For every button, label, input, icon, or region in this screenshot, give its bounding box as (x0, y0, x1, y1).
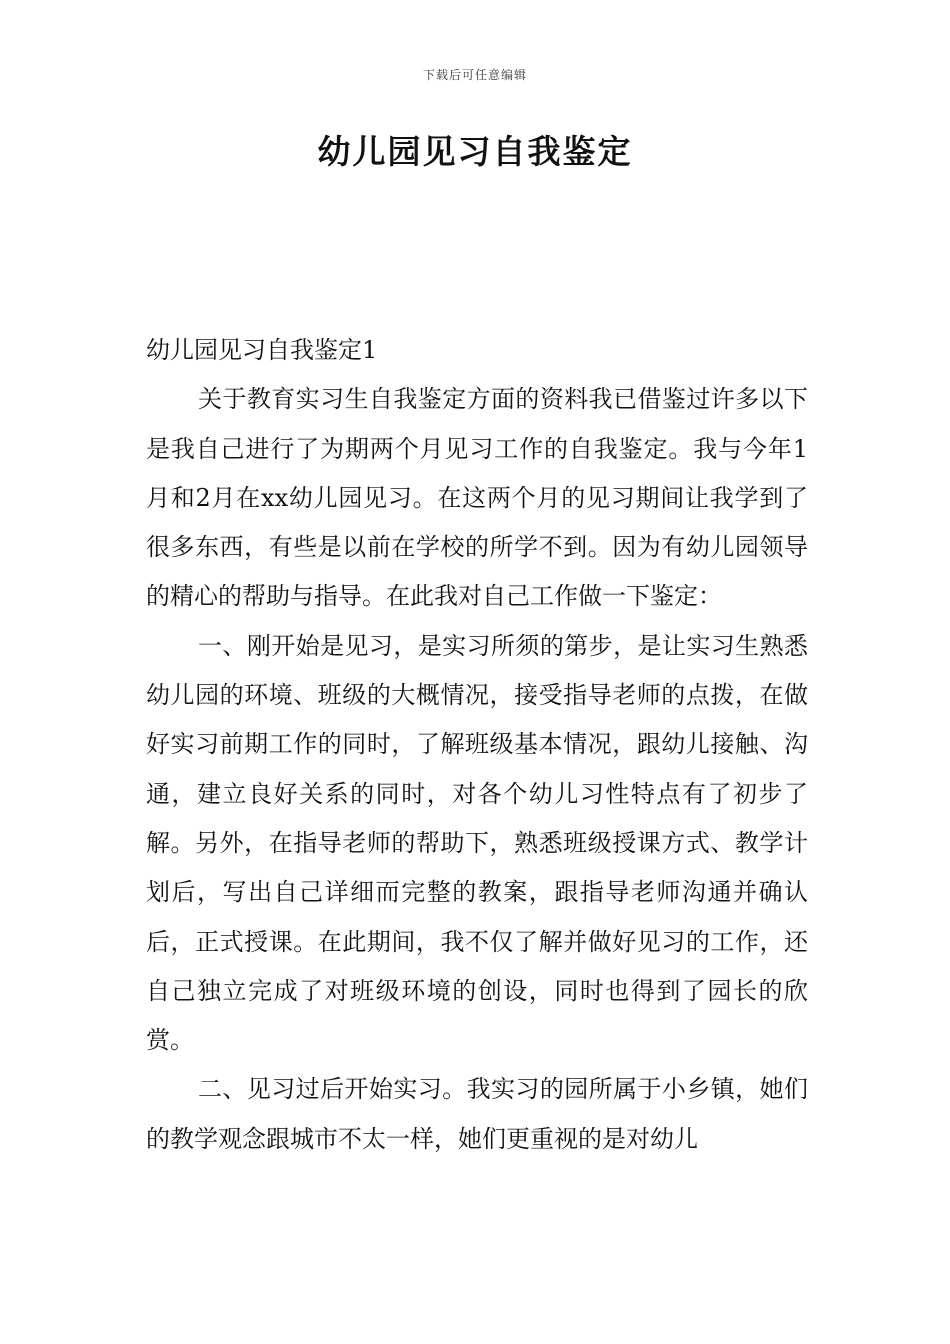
paragraph-part-one: 一、刚开始是见习，是实习所须的第步，是让实习生熟悉幼儿园的环境、班级的大概情况，接受指导老师的点拨，在做好实习前期工作的同时，了解班级基本情况，跟幼儿接触、沟通，建立良好关系的同时，对各个幼儿习性特点有了初步了解。另外，在指导老师的帮助下，熟悉班级授课方式、教学计划后，写出自己详细而完整的教案，跟指导老师沟通并确认后，正式授课。在此期间，我不仅了解并做好见习的工作，还自己独立完成了对班级环境的创设，同时也得到了园长的欣赏。 (146, 631, 808, 1055)
header-note: 下载后可任意编辑 (422, 68, 527, 82)
document-title: 幼儿园见习自我鉴定 (317, 132, 633, 171)
section-heading: 幼儿园见习自我鉴定1 (146, 336, 378, 364)
document-body (146, 326, 808, 1164)
paragraph-part-two: 二、见习过后开始实习。我实习的园所属于小乡镇，她们的教学观念跟城市不太一样，她们更重视的是对幼儿 (146, 1075, 808, 1153)
paragraph-intro: 关于教育实习生自我鉴定方面的资料我已借鉴过许多以下是我自己进行了为期两个月见习工作的自我鉴定。我与今年1月和2月在xx幼儿园见习。在这两个月的见习期间让我学到了很多东西，有些是以前在学校的所学不到。因为有幼儿园领导的精心的帮助与指导。在此我对自己工作做一下鉴定： (146, 385, 808, 611)
